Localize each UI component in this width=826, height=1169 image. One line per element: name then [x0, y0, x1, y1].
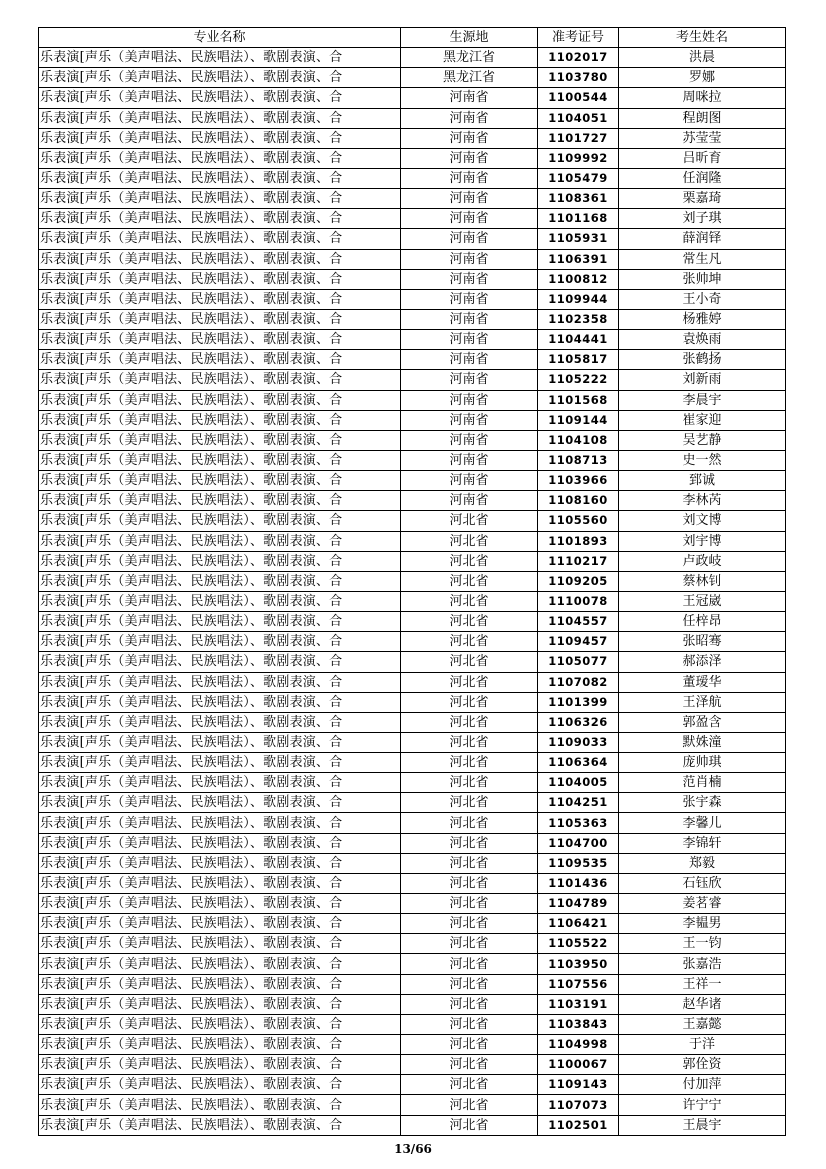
table-row — [39, 309, 786, 329]
cell-exam-number: 1103780 — [538, 68, 619, 88]
cell-student-name: 范肖楠 — [619, 773, 786, 793]
table-row — [39, 994, 786, 1014]
cell-origin: 河北省 — [401, 954, 538, 974]
cell-exam-number: 1105479 — [538, 168, 619, 188]
cell-student-name: 张鹤扬 — [619, 350, 786, 370]
table-row — [39, 853, 786, 873]
cell-student-name: 董瑷华 — [619, 672, 786, 692]
cell-student-name: 李馨儿 — [619, 813, 786, 833]
table-row — [39, 873, 786, 893]
table-row — [39, 450, 786, 470]
cell-origin: 河南省 — [401, 189, 538, 209]
cell-exam-number: 1108361 — [538, 189, 619, 209]
cell-student-name: 栗嘉琦 — [619, 189, 786, 209]
cell-student-name: 王嘉懿 — [619, 1014, 786, 1034]
cell-student-name: 王小奇 — [619, 289, 786, 309]
cell-origin: 河南省 — [401, 390, 538, 410]
cell-exam-number: 1104108 — [538, 430, 619, 450]
table-row — [39, 571, 786, 591]
cell-exam-number: 1101436 — [538, 873, 619, 893]
cell-exam-number: 1102358 — [538, 309, 619, 329]
header-student-name: 考生姓名 — [619, 28, 786, 48]
cell-student-name: 任润隆 — [619, 168, 786, 188]
cell-origin: 河南省 — [401, 370, 538, 390]
cell-student-name: 张帅坤 — [619, 269, 786, 289]
table-row — [39, 1055, 786, 1075]
table-row — [39, 350, 786, 370]
table-row — [39, 249, 786, 269]
cell-student-name: 苏莹莹 — [619, 128, 786, 148]
header-exam-number: 准考证号 — [538, 28, 619, 48]
table-row — [39, 934, 786, 954]
cell-exam-number: 1103966 — [538, 471, 619, 491]
header-row — [39, 28, 786, 48]
cell-student-name: 史一然 — [619, 450, 786, 470]
cell-origin: 河北省 — [401, 873, 538, 893]
cell-major: 乐表演[声乐（美声唱法、民族唱法）、歌剧表演、合 — [39, 148, 401, 168]
cell-student-name: 张嘉浩 — [619, 954, 786, 974]
cell-exam-number: 1102501 — [538, 1115, 619, 1135]
cell-origin: 河南省 — [401, 249, 538, 269]
table-row — [39, 974, 786, 994]
cell-exam-number: 1105222 — [538, 370, 619, 390]
cell-exam-number: 1105931 — [538, 229, 619, 249]
table-row — [39, 612, 786, 632]
cell-exam-number: 1100544 — [538, 88, 619, 108]
cell-student-name: 李韫男 — [619, 914, 786, 934]
table-row — [39, 712, 786, 732]
cell-origin: 河南省 — [401, 148, 538, 168]
cell-exam-number: 1104005 — [538, 773, 619, 793]
cell-major: 乐表演[声乐（美声唱法、民族唱法）、歌剧表演、合 — [39, 793, 401, 813]
cell-origin: 河南省 — [401, 289, 538, 309]
cell-origin: 河南省 — [401, 410, 538, 430]
cell-student-name: 薛润铎 — [619, 229, 786, 249]
table-row — [39, 88, 786, 108]
cell-major: 乐表演[声乐（美声唱法、民族唱法）、歌剧表演、合 — [39, 88, 401, 108]
cell-student-name: 吕昕育 — [619, 148, 786, 168]
cell-major: 乐表演[声乐（美声唱法、民族唱法）、歌剧表演、合 — [39, 108, 401, 128]
cell-student-name: 郑毅 — [619, 853, 786, 873]
cell-origin: 河北省 — [401, 511, 538, 531]
cell-student-name: 罗娜 — [619, 68, 786, 88]
cell-origin: 河北省 — [401, 813, 538, 833]
cell-student-name: 王晨宇 — [619, 1115, 786, 1135]
cell-origin: 河南省 — [401, 450, 538, 470]
table-row — [39, 229, 786, 249]
table-row — [39, 773, 786, 793]
cell-exam-number: 1107082 — [538, 672, 619, 692]
table-row — [39, 1095, 786, 1115]
cell-major: 乐表演[声乐（美声唱法、民族唱法）、歌剧表演、合 — [39, 370, 401, 390]
cell-origin: 河北省 — [401, 1095, 538, 1115]
cell-major: 乐表演[声乐（美声唱法、民族唱法）、歌剧表演、合 — [39, 249, 401, 269]
cell-major: 乐表演[声乐（美声唱法、民族唱法）、歌剧表演、合 — [39, 551, 401, 571]
cell-major: 乐表演[声乐（美声唱法、民族唱法）、歌剧表演、合 — [39, 68, 401, 88]
cell-major: 乐表演[声乐（美声唱法、民族唱法）、歌剧表演、合 — [39, 1095, 401, 1115]
table-row — [39, 732, 786, 752]
cell-student-name: 王祥一 — [619, 974, 786, 994]
cell-major: 乐表演[声乐（美声唱法、民族唱法）、歌剧表演、合 — [39, 712, 401, 732]
cell-major: 乐表演[声乐（美声唱法、民族唱法）、歌剧表演、合 — [39, 128, 401, 148]
table-row — [39, 672, 786, 692]
table-row — [39, 833, 786, 853]
table-row — [39, 370, 786, 390]
cell-origin: 河北省 — [401, 994, 538, 1014]
cell-exam-number: 1108713 — [538, 450, 619, 470]
table-row — [39, 410, 786, 430]
cell-major: 乐表演[声乐（美声唱法、民族唱法）、歌剧表演、合 — [39, 692, 401, 712]
table-row — [39, 390, 786, 410]
cell-exam-number: 1104998 — [538, 1035, 619, 1055]
cell-exam-number: 1110217 — [538, 551, 619, 571]
cell-exam-number: 1104700 — [538, 833, 619, 853]
cell-origin: 河北省 — [401, 914, 538, 934]
cell-exam-number: 1103191 — [538, 994, 619, 1014]
cell-student-name: 赵华诸 — [619, 994, 786, 1014]
cell-major: 乐表演[声乐（美声唱法、民族唱法）、歌剧表演、合 — [39, 471, 401, 491]
cell-major: 乐表演[声乐（美声唱法、民族唱法）、歌剧表演、合 — [39, 853, 401, 873]
cell-student-name: 许宁宁 — [619, 1095, 786, 1115]
cell-student-name: 李锦轩 — [619, 833, 786, 853]
cell-student-name: 张昭骞 — [619, 632, 786, 652]
cell-origin: 河南省 — [401, 168, 538, 188]
cell-major: 乐表演[声乐（美声唱法、民族唱法）、歌剧表演、合 — [39, 833, 401, 853]
cell-origin: 河北省 — [401, 1115, 538, 1135]
cell-origin: 河北省 — [401, 652, 538, 672]
cell-origin: 黑龙江省 — [401, 68, 538, 88]
cell-origin: 河北省 — [401, 531, 538, 551]
table-row — [39, 269, 786, 289]
table-row — [39, 68, 786, 88]
cell-origin: 河北省 — [401, 551, 538, 571]
cell-student-name: 王泽航 — [619, 692, 786, 712]
cell-student-name: 王一钧 — [619, 934, 786, 954]
cell-exam-number: 1101727 — [538, 128, 619, 148]
cell-student-name: 郅诚 — [619, 471, 786, 491]
cell-major: 乐表演[声乐（美声唱法、民族唱法）、歌剧表演、合 — [39, 632, 401, 652]
cell-origin: 河北省 — [401, 712, 538, 732]
table-row — [39, 1035, 786, 1055]
cell-major: 乐表演[声乐（美声唱法、民族唱法）、歌剧表演、合 — [39, 531, 401, 551]
table-row — [39, 148, 786, 168]
cell-origin: 河北省 — [401, 753, 538, 773]
cell-major: 乐表演[声乐（美声唱法、民族唱法）、歌剧表演、合 — [39, 894, 401, 914]
cell-origin: 河南省 — [401, 471, 538, 491]
cell-major: 乐表演[声乐（美声唱法、民族唱法）、歌剧表演、合 — [39, 189, 401, 209]
table-row — [39, 632, 786, 652]
cell-exam-number: 1107556 — [538, 974, 619, 994]
cell-major: 乐表演[声乐（美声唱法、民族唱法）、歌剧表演、合 — [39, 1055, 401, 1075]
table-row — [39, 471, 786, 491]
table-row — [39, 813, 786, 833]
cell-origin: 河南省 — [401, 128, 538, 148]
table-row — [39, 491, 786, 511]
cell-major: 乐表演[声乐（美声唱法、民族唱法）、歌剧表演、合 — [39, 410, 401, 430]
cell-major: 乐表演[声乐（美声唱法、民族唱法）、歌剧表演、合 — [39, 229, 401, 249]
cell-major: 乐表演[声乐（美声唱法、民族唱法）、歌剧表演、合 — [39, 1014, 401, 1034]
cell-origin: 河南省 — [401, 229, 538, 249]
table-row — [39, 108, 786, 128]
cell-major: 乐表演[声乐（美声唱法、民族唱法）、歌剧表演、合 — [39, 732, 401, 752]
cell-student-name: 程朗图 — [619, 108, 786, 128]
cell-major: 乐表演[声乐（美声唱法、民族唱法）、歌剧表演、合 — [39, 954, 401, 974]
cell-exam-number: 1101399 — [538, 692, 619, 712]
table-row — [39, 1075, 786, 1095]
cell-origin: 河北省 — [401, 612, 538, 632]
table-row — [39, 954, 786, 974]
cell-origin: 河北省 — [401, 672, 538, 692]
cell-exam-number: 1109144 — [538, 410, 619, 430]
cell-exam-number: 1105817 — [538, 350, 619, 370]
cell-major: 乐表演[声乐（美声唱法、民族唱法）、歌剧表演、合 — [39, 289, 401, 309]
cell-student-name: 郭佺资 — [619, 1055, 786, 1075]
cell-exam-number: 1101893 — [538, 531, 619, 551]
cell-major: 乐表演[声乐（美声唱法、民族唱法）、歌剧表演、合 — [39, 450, 401, 470]
page-indicator: 13/66 — [394, 1142, 432, 1156]
cell-student-name: 刘子琪 — [619, 209, 786, 229]
cell-student-name: 石钰欣 — [619, 873, 786, 893]
cell-student-name: 卢政岐 — [619, 551, 786, 571]
cell-exam-number: 1109143 — [538, 1075, 619, 1095]
cell-exam-number: 1103950 — [538, 954, 619, 974]
header-major: 专业名称 — [39, 28, 401, 48]
table-row — [39, 793, 786, 813]
table-row — [39, 894, 786, 914]
table-row — [39, 652, 786, 672]
cell-origin: 河南省 — [401, 309, 538, 329]
cell-exam-number: 1100067 — [538, 1055, 619, 1075]
table-header — [39, 28, 786, 48]
table-body — [39, 48, 786, 1136]
cell-exam-number: 1108160 — [538, 491, 619, 511]
cell-exam-number: 1106364 — [538, 753, 619, 773]
cell-origin: 河北省 — [401, 934, 538, 954]
cell-origin: 河北省 — [401, 1014, 538, 1034]
cell-major: 乐表演[声乐（美声唱法、民族唱法）、歌剧表演、合 — [39, 309, 401, 329]
cell-exam-number: 1109944 — [538, 289, 619, 309]
cell-origin: 河南省 — [401, 88, 538, 108]
cell-student-name: 李晨宇 — [619, 390, 786, 410]
table-row — [39, 591, 786, 611]
cell-major: 乐表演[声乐（美声唱法、民族唱法）、歌剧表演、合 — [39, 652, 401, 672]
cell-major: 乐表演[声乐（美声唱法、民族唱法）、歌剧表演、合 — [39, 934, 401, 954]
cell-major: 乐表演[声乐（美声唱法、民族唱法）、歌剧表演、合 — [39, 491, 401, 511]
cell-student-name: 刘新雨 — [619, 370, 786, 390]
cell-origin: 河南省 — [401, 209, 538, 229]
cell-exam-number: 1104441 — [538, 330, 619, 350]
table-row — [39, 914, 786, 934]
cell-student-name: 任梓昂 — [619, 612, 786, 632]
cell-student-name: 于洋 — [619, 1035, 786, 1055]
cell-exam-number: 1100812 — [538, 269, 619, 289]
table-row — [39, 753, 786, 773]
cell-exam-number: 1105522 — [538, 934, 619, 954]
cell-major: 乐表演[声乐（美声唱法、民族唱法）、歌剧表演、合 — [39, 773, 401, 793]
cell-major: 乐表演[声乐（美声唱法、民族唱法）、歌剧表演、合 — [39, 48, 401, 68]
cell-student-name: 姜茗睿 — [619, 894, 786, 914]
cell-major: 乐表演[声乐（美声唱法、民族唱法）、歌剧表演、合 — [39, 269, 401, 289]
cell-major: 乐表演[声乐（美声唱法、民族唱法）、歌剧表演、合 — [39, 209, 401, 229]
cell-student-name: 吴艺静 — [619, 430, 786, 450]
table-row — [39, 168, 786, 188]
cell-major: 乐表演[声乐（美声唱法、民族唱法）、歌剧表演、合 — [39, 1115, 401, 1135]
cell-exam-number: 1102017 — [538, 48, 619, 68]
cell-major: 乐表演[声乐（美声唱法、民族唱法）、歌剧表演、合 — [39, 813, 401, 833]
table-row — [39, 1014, 786, 1034]
table-row — [39, 692, 786, 712]
cell-student-name: 周咪拉 — [619, 88, 786, 108]
cell-exam-number: 1109457 — [538, 632, 619, 652]
cell-major: 乐表演[声乐（美声唱法、民族唱法）、歌剧表演、合 — [39, 430, 401, 450]
cell-origin: 河南省 — [401, 350, 538, 370]
cell-origin: 河北省 — [401, 1055, 538, 1075]
cell-major: 乐表演[声乐（美声唱法、民族唱法）、歌剧表演、合 — [39, 168, 401, 188]
cell-origin: 河北省 — [401, 632, 538, 652]
cell-exam-number: 1106391 — [538, 249, 619, 269]
cell-student-name: 常生凡 — [619, 249, 786, 269]
table-row — [39, 189, 786, 209]
cell-exam-number: 1105363 — [538, 813, 619, 833]
cell-origin: 河南省 — [401, 491, 538, 511]
cell-origin: 河南省 — [401, 330, 538, 350]
cell-exam-number: 1104789 — [538, 894, 619, 914]
cell-student-name: 杨雅婷 — [619, 309, 786, 329]
cell-major: 乐表演[声乐（美声唱法、民族唱法）、歌剧表演、合 — [39, 974, 401, 994]
cell-origin: 河北省 — [401, 793, 538, 813]
cell-major: 乐表演[声乐（美声唱法、民族唱法）、歌剧表演、合 — [39, 1035, 401, 1055]
cell-origin: 河北省 — [401, 894, 538, 914]
header-origin: 生源地 — [401, 28, 538, 48]
table-row — [39, 430, 786, 450]
cell-origin: 河北省 — [401, 1035, 538, 1055]
cell-origin: 河北省 — [401, 692, 538, 712]
cell-student-name: 袁焕雨 — [619, 330, 786, 350]
cell-origin: 河北省 — [401, 833, 538, 853]
table-row — [39, 289, 786, 309]
cell-origin: 河南省 — [401, 269, 538, 289]
cell-exam-number: 1109205 — [538, 571, 619, 591]
table-row — [39, 48, 786, 68]
cell-origin: 河北省 — [401, 591, 538, 611]
cell-student-name: 郝添泽 — [619, 652, 786, 672]
cell-origin: 河北省 — [401, 1075, 538, 1095]
cell-exam-number: 1106326 — [538, 712, 619, 732]
cell-student-name: 付加萍 — [619, 1075, 786, 1095]
cell-student-name: 刘宇博 — [619, 531, 786, 551]
cell-student-name: 默姝潼 — [619, 732, 786, 752]
cell-exam-number: 1103843 — [538, 1014, 619, 1034]
cell-student-name: 郭盈含 — [619, 712, 786, 732]
cell-origin: 河北省 — [401, 853, 538, 873]
cell-major: 乐表演[声乐（美声唱法、民族唱法）、歌剧表演、合 — [39, 612, 401, 632]
cell-student-name: 张宇森 — [619, 793, 786, 813]
cell-major: 乐表演[声乐（美声唱法、民族唱法）、歌剧表演、合 — [39, 873, 401, 893]
cell-major: 乐表演[声乐（美声唱法、民族唱法）、歌剧表演、合 — [39, 753, 401, 773]
table-row — [39, 128, 786, 148]
cell-origin: 河北省 — [401, 732, 538, 752]
cell-origin: 黑龙江省 — [401, 48, 538, 68]
cell-origin: 河北省 — [401, 773, 538, 793]
cell-major: 乐表演[声乐（美声唱法、民族唱法）、歌剧表演、合 — [39, 330, 401, 350]
cell-major: 乐表演[声乐（美声唱法、民族唱法）、歌剧表演、合 — [39, 914, 401, 934]
cell-major: 乐表演[声乐（美声唱法、民族唱法）、歌剧表演、合 — [39, 571, 401, 591]
cell-origin: 河北省 — [401, 974, 538, 994]
admission-list-table — [38, 27, 786, 1136]
cell-major: 乐表演[声乐（美声唱法、民族唱法）、歌剧表演、合 — [39, 994, 401, 1014]
cell-origin: 河北省 — [401, 571, 538, 591]
cell-origin: 河南省 — [401, 108, 538, 128]
cell-student-name: 李林芮 — [619, 491, 786, 511]
cell-exam-number: 1106421 — [538, 914, 619, 934]
table-row — [39, 531, 786, 551]
cell-origin: 河南省 — [401, 430, 538, 450]
cell-student-name: 庞帅琪 — [619, 753, 786, 773]
cell-exam-number: 1109992 — [538, 148, 619, 168]
cell-major: 乐表演[声乐（美声唱法、民族唱法）、歌剧表演、合 — [39, 1075, 401, 1095]
cell-student-name: 崔家迎 — [619, 410, 786, 430]
cell-exam-number: 1104051 — [538, 108, 619, 128]
cell-student-name: 蔡林钊 — [619, 571, 786, 591]
cell-exam-number: 1104251 — [538, 793, 619, 813]
cell-student-name: 洪晨 — [619, 48, 786, 68]
cell-student-name: 刘文博 — [619, 511, 786, 531]
cell-student-name: 王冠崴 — [619, 591, 786, 611]
cell-exam-number: 1104557 — [538, 612, 619, 632]
table-row — [39, 511, 786, 531]
cell-major: 乐表演[声乐（美声唱法、民族唱法）、歌剧表演、合 — [39, 390, 401, 410]
table-row — [39, 1115, 786, 1135]
cell-exam-number: 1107073 — [538, 1095, 619, 1115]
cell-major: 乐表演[声乐（美声唱法、民族唱法）、歌剧表演、合 — [39, 511, 401, 531]
cell-exam-number: 1105077 — [538, 652, 619, 672]
table-row — [39, 330, 786, 350]
cell-major: 乐表演[声乐（美声唱法、民族唱法）、歌剧表演、合 — [39, 672, 401, 692]
cell-major: 乐表演[声乐（美声唱法、民族唱法）、歌剧表演、合 — [39, 591, 401, 611]
cell-exam-number: 1101568 — [538, 390, 619, 410]
cell-exam-number: 1110078 — [538, 591, 619, 611]
cell-exam-number: 1109033 — [538, 732, 619, 752]
table-row — [39, 551, 786, 571]
cell-exam-number: 1105560 — [538, 511, 619, 531]
table-row — [39, 209, 786, 229]
cell-exam-number: 1101168 — [538, 209, 619, 229]
cell-major: 乐表演[声乐（美声唱法、民族唱法）、歌剧表演、合 — [39, 350, 401, 370]
cell-exam-number: 1109535 — [538, 853, 619, 873]
